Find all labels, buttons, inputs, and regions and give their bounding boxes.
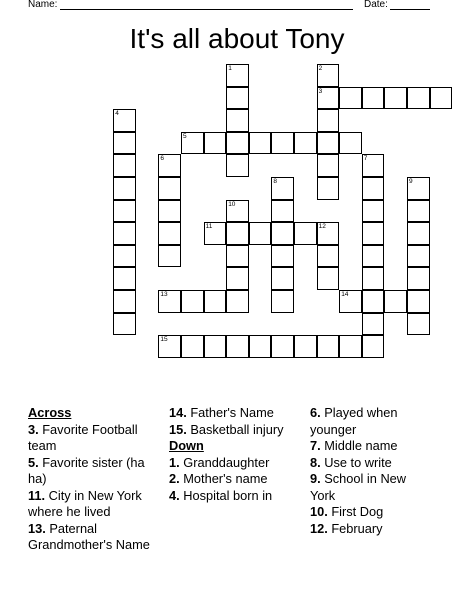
clue-text: Father's Name [186,405,274,420]
crossword-cell[interactable] [271,222,294,245]
crossword-cell[interactable] [113,132,136,155]
clue-number: 2. [169,471,180,486]
clue-6 [310,405,430,438]
crossword-cell[interactable] [113,109,136,132]
crossword-cell[interactable] [158,154,181,177]
crossword-cell[interactable] [226,87,249,110]
cell-number: 4 [115,110,119,118]
crossword-cell[interactable] [362,222,385,245]
down-clue-list-continued [310,405,430,537]
crossword-cell[interactable] [317,154,340,177]
crossword-cell[interactable] [339,290,362,313]
crossword-cell[interactable] [113,154,136,177]
crossword-cell[interactable] [407,313,430,336]
clue-text: Favorite sister (ha ha) [28,454,145,486]
crossword-cell[interactable] [181,132,204,155]
crossword-cell[interactable] [317,222,340,245]
down-clue-list [169,455,299,505]
crossword-cell[interactable] [384,290,407,313]
cell-number: 13 [160,291,168,298]
crossword-cell[interactable] [249,335,272,358]
crossword-cell[interactable] [181,335,204,358]
crossword-cell[interactable] [407,245,430,268]
crossword-cell[interactable] [158,177,181,200]
crossword-cell[interactable] [407,177,430,200]
clue-number: 12. [310,520,328,536]
cell-number: 3 [318,87,323,95]
crossword-cell[interactable] [407,267,430,290]
clue-5 [28,455,163,488]
crossword-cell[interactable] [226,154,249,177]
clue-7 [310,438,430,455]
clue-number: 7. [310,438,321,453]
crossword-cell[interactable] [362,335,385,358]
clue-number: 9. [310,471,321,486]
cell-number: 10 [228,200,236,208]
crossword-cell[interactable] [271,132,294,155]
crossword-cell[interactable] [407,222,430,245]
crossword-cell[interactable] [226,290,249,313]
crossword-cell[interactable] [113,267,136,290]
clue-12 [310,521,430,538]
across-heading: Across [28,405,72,420]
crossword-cell[interactable] [362,313,385,336]
crossword-cell[interactable] [294,222,317,245]
crossword-cell[interactable] [407,87,430,110]
clue-8 [310,455,430,472]
clue-text: Basketball injury [186,421,284,437]
clues-column-3 [310,405,430,537]
clue-number: 10. [310,504,328,519]
crossword-cell[interactable] [271,200,294,223]
clue-number: 3. [28,421,39,437]
crossword-cell[interactable] [113,245,136,268]
crossword-cell[interactable] [226,267,249,290]
crossword-cell[interactable] [204,335,227,358]
clue-text: Paternal Grandmother's Name [28,520,150,552]
crossword-cell[interactable] [407,290,430,313]
crossword-cell[interactable] [362,87,385,110]
crossword-cell[interactable] [226,64,249,87]
clue-10 [310,504,430,521]
clue-3 [28,422,163,455]
clue-number: 13. [28,520,46,536]
crossword-cell[interactable] [113,177,136,200]
clue-number: 8. [310,454,321,470]
crossword-cell[interactable] [113,313,136,336]
clue-text: City in New York where he lived [28,487,142,519]
cell-number: 5 [183,132,187,140]
crossword-cell[interactable] [226,132,249,155]
crossword-cell[interactable] [204,222,227,245]
crossword-cell[interactable] [317,132,340,155]
crossword-cell[interactable] [271,290,294,313]
crossword-cell[interactable] [339,335,362,358]
page-title: It's all about Tony [129,23,345,54]
crossword-cell[interactable] [384,87,407,110]
clue-text: Played when younger [310,405,398,437]
crossword-cell[interactable] [226,109,249,132]
crossword-cell[interactable] [317,109,340,132]
crossword-cell[interactable] [271,267,294,290]
crossword-cell[interactable] [113,222,136,245]
clue-text: School in New York [310,471,407,503]
crossword-cell[interactable] [226,335,249,358]
crossword-cell[interactable] [407,200,430,223]
crossword-cell[interactable] [294,132,317,155]
crossword-cell[interactable] [294,335,317,358]
cell-number: 2 [318,65,323,72]
clues-column-2 [169,405,299,504]
clue-text: Granddaughter [179,454,270,470]
crossword-cell[interactable] [113,290,136,313]
clue-1 [169,455,299,472]
date-label: Date: [364,0,388,10]
crossword-cell[interactable] [317,335,340,358]
crossword-cell[interactable] [317,87,340,110]
clue-14 [169,405,299,422]
clue-4 [169,488,299,505]
crossword-cell[interactable] [181,290,204,313]
cell-number: 7 [363,155,368,163]
clue-11 [28,488,163,521]
clue-text: Favorite Football team [28,421,138,453]
clue-text: Mother's name [179,471,268,486]
clues-column-1 [28,405,163,554]
cell-number: 15 [160,336,168,344]
crossword-cell[interactable] [317,245,340,268]
clue-number: 11. [28,487,46,503]
crossword-cell[interactable] [362,200,385,223]
across-clue-list-continued [169,405,299,438]
crossword-cell[interactable] [249,132,272,155]
crossword-cell[interactable] [271,335,294,358]
clue-number: 15. [169,421,187,437]
crossword-cell[interactable] [113,200,136,223]
crossword-cell[interactable] [158,335,181,358]
clue-text: February [327,520,383,536]
clue-number: 14. [169,405,187,420]
clue-2 [169,471,299,488]
crossword-cell[interactable] [362,177,385,200]
clue-13 [28,521,163,554]
clue-text: First Dog [327,504,384,519]
clue-text: Middle name [320,438,398,453]
crossword-cell[interactable] [158,222,181,245]
clue-number: 5. [28,454,39,470]
clue-number: 6. [310,405,321,420]
crossword-cell[interactable] [362,290,385,313]
cell-number: 8 [273,178,278,185]
across-clue-list [28,422,163,554]
crossword-cell[interactable] [226,245,249,268]
clue-9 [310,471,430,504]
crossword-cell[interactable] [362,245,385,268]
crossword-cell[interactable] [226,200,249,223]
crossword-cell[interactable] [317,267,340,290]
name-label: Name: [28,0,58,10]
down-heading: Down [169,438,204,453]
crossword-cell[interactable] [226,222,249,245]
crossword-cell[interactable] [204,290,227,313]
crossword-cell[interactable] [204,132,227,155]
crossword-cell[interactable] [249,222,272,245]
crossword-cell[interactable] [317,177,340,200]
cell-number: 1 [228,65,232,72]
cell-number: 9 [409,178,413,185]
crossword-cell[interactable] [362,154,385,177]
crossword-cell[interactable] [317,64,340,87]
crossword-cell[interactable] [271,245,294,268]
crossword-cell[interactable] [339,87,362,110]
crossword-cell[interactable] [158,290,181,313]
crossword-cell[interactable] [158,200,181,223]
crossword-cell[interactable] [362,267,385,290]
clue-number: 1. [169,454,180,470]
clue-text: Use to write [320,454,392,470]
clue-15 [169,422,299,439]
clue-text: Hospital born in [179,487,273,503]
cell-number: 6 [160,155,165,163]
crossword-cell[interactable] [271,177,294,200]
crossword-cell[interactable] [430,87,453,110]
clue-number: 4. [169,487,180,503]
cell-number: 14 [341,291,349,298]
crossword-cell[interactable] [158,245,181,268]
crossword-cell[interactable] [339,132,362,155]
cell-number: 11 [205,223,213,231]
cell-number: 12 [318,223,326,231]
